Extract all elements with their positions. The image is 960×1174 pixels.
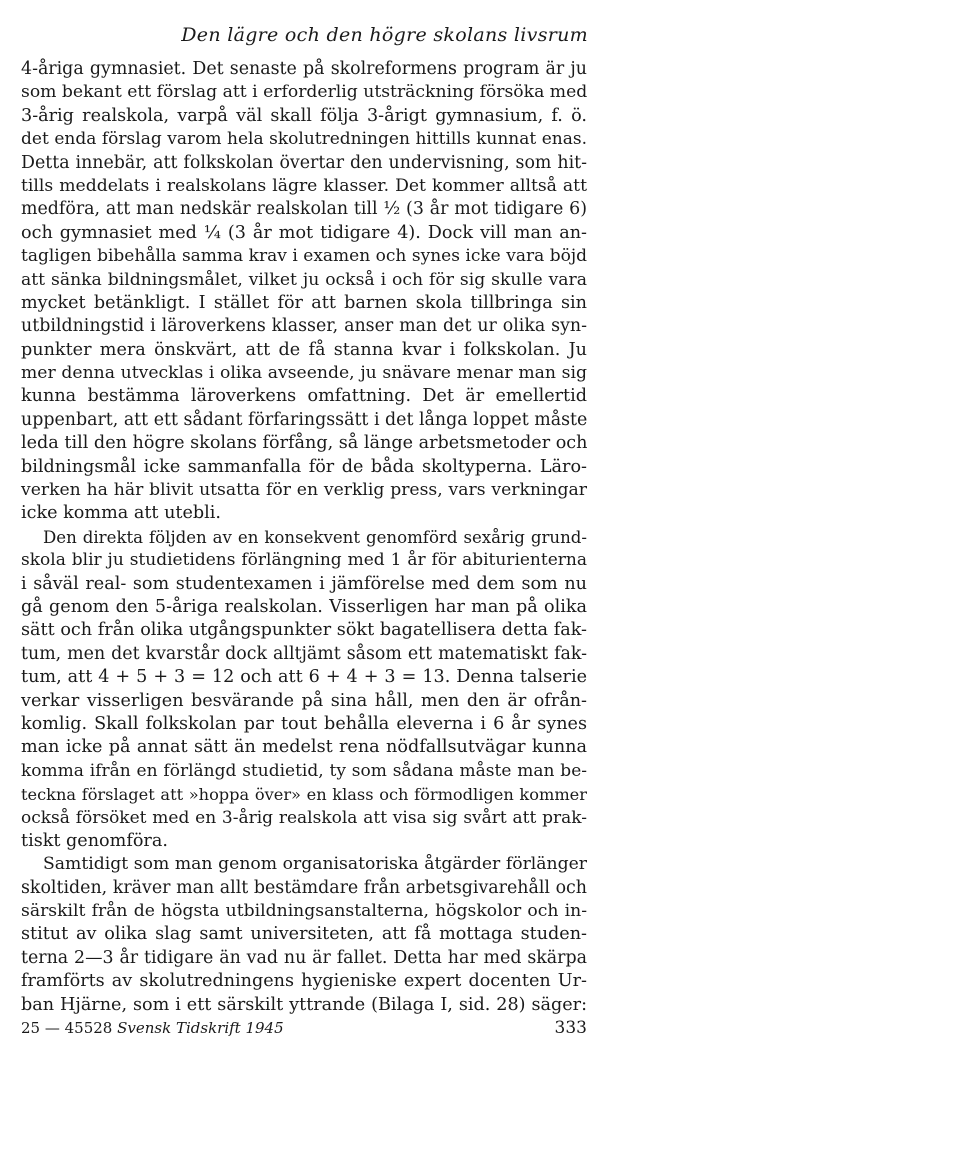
running-head-title: Den lägre och den högre skolans livsrum	[181, 24, 588, 46]
text-line: punkter mera önskvärt, att de få stanna kvar i folkskolan. Ju	[21, 339, 587, 360]
text-line: terna 2—3 år tidigare än vad nu är fallet. Detta har med skärpa	[21, 947, 587, 968]
text-line: verken ha här blivit utsatta för en verklig press, vars verkningar	[21, 480, 587, 501]
text-line: mycket betänkligt. I stället för att barnen skola tillbringa sin	[21, 292, 587, 313]
page-number: 333	[554, 1018, 587, 1038]
text-line: tum, men det kvarstår dock alltjämt såsom ett matematiskt fak-	[21, 643, 587, 664]
text-line: ban Hjärne, som i ett särskilt yttrande (Bilaga I, sid. 28) säger:	[21, 994, 587, 1015]
text-line: Detta innebär, att folkskolan övertar den undervisning, som hit-	[21, 152, 587, 173]
journal-title: Svensk Tidskrift 1945	[117, 1019, 284, 1037]
text-line: skola blir ju studietidens förlängning med 1 år för abiturienterna	[21, 550, 587, 571]
paragraph-1	[21, 58, 587, 526]
text-line: 3-årig realskola, varpå väl skall följa 3-årigt gymnasium, f. ö.	[21, 105, 587, 126]
text-line: teckna förslaget att »hoppa över» en klass och förmodligen kommer	[21, 785, 587, 805]
text-line: 4-åriga gymnasiet. Det senaste på skolreformens program är ju	[21, 59, 587, 79]
signature-mark: 25 — 45528	[21, 1019, 113, 1037]
text-line: man icke på annat sätt än medelst rena nödfallsutvägar kunna	[21, 737, 587, 758]
text-line: i såväl real- som studentexamen i jämförelse med dem som nu	[21, 573, 587, 594]
text-line: uppenbart, att ett sådant förfaringssätt i det långa loppet måste	[21, 409, 588, 430]
text-line: att sänka bildningsmålet, vilket ju också i och för sig skulle vara	[21, 269, 587, 290]
text-line: sätt och från olika utgångspunkter sökt bagatellisera detta fak-	[21, 620, 587, 641]
paragraph-3	[21, 853, 587, 1017]
text-line: tills meddelats i realskolans lägre klasser. Det kommer alltså att	[21, 175, 587, 196]
text-line: också försöket med en 3-årig realskola att visa sig svårt att prak-	[21, 807, 587, 828]
page-footer	[21, 1017, 587, 1039]
text-line: framförts av skolutredningens hygieniske expert docenten Ur-	[21, 971, 587, 992]
text-line: gå genom den 5-åriga realskolan. Visserligen har man på olika	[21, 596, 587, 617]
text-line: komma ifrån en förlängd studietid, ty som sådana måste man be-	[21, 760, 587, 781]
text-line: icke komma att utebli.	[21, 503, 221, 524]
text-line: mer denna utvecklas i olika avseende, ju snävare menar man sig	[21, 363, 587, 384]
text-line: tagligen bibehålla samma krav i examen och synes icke vara böjd	[21, 246, 587, 267]
text-line: tum, att 4 + 5 + 3 = 12 och att 6 + 4 + 3 = 13. Denna talserie	[21, 667, 587, 688]
text-line: det enda förslag varom hela skolutredningen hittills kunnat enas.	[21, 129, 587, 150]
text-line: komlig. Skall folkskolan par tout behålla eleverna i 6 år synes	[21, 713, 587, 734]
text-line: medföra, att man nedskär realskolan till ½ (3 år mot tidigare 6)	[21, 199, 587, 220]
printer-signature	[21, 1017, 284, 1039]
text-line: Den direkta följden av en konsekvent genomförd sexårig grund-	[43, 527, 587, 547]
body-text	[21, 58, 587, 1017]
text-line: bildningsmål icke sammanfalla för de båda skoltyperna. Läro-	[21, 456, 587, 477]
text-line: stitut av olika slag samt universiteten, att få mottaga studen-	[21, 924, 587, 945]
text-line: leda till den högre skolans förfång, så länge arbetsmetoder och	[21, 433, 588, 454]
text-line: som bekant ett förslag att i erforderlig utsträckning försöka med	[21, 82, 588, 103]
paragraph-2	[21, 526, 587, 853]
text-line: skoltiden, kräver man allt bestämdare från arbetsgivarehåll och	[21, 877, 587, 898]
text-line: verkar visserligen besvärande på sina håll, men den är ofrån-	[21, 690, 587, 711]
text-line: särskilt från de högsta utbildningsanstalterna, högskolor och in-	[21, 901, 587, 922]
text-line: kunna bestämma läroverkens omfattning. Det är emellertid	[21, 386, 587, 407]
text-line: och gymnasiet med ¼ (3 år mot tidigare 4). Dock vill man an-	[21, 222, 587, 243]
text-line: utbildningstid i läroverkens klasser, anser man det ur olika syn-	[21, 316, 587, 337]
text-line: Samtidigt som man genom organisatoriska åtgärder förlänger	[43, 854, 587, 875]
text-line: tiskt genomföra.	[21, 830, 168, 851]
